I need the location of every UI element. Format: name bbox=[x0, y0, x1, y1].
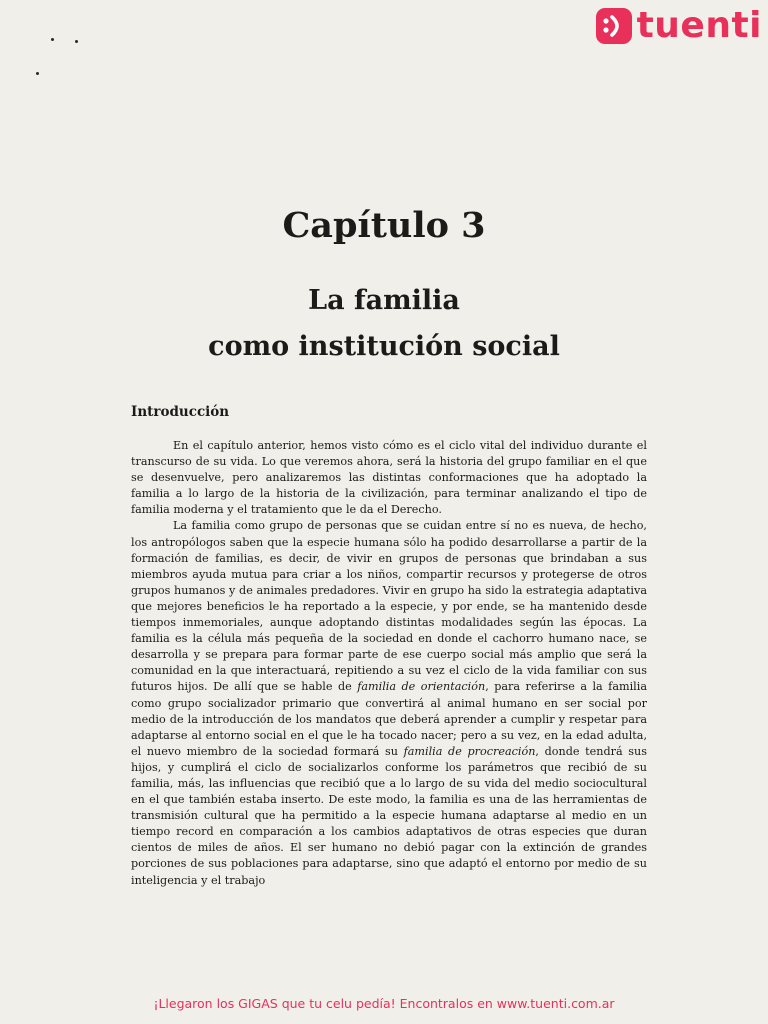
section-heading: Introducción bbox=[131, 404, 230, 420]
paragraph-2-text: , donde tendrá sus hijos, y cumplirá el ciclo de socializarlos conforme los parámetros que recibió de su familia, más, las influencias que recibió que a lo largo de su vida del medio sociocultural en el que también estaba inserto. De este modo, la familia es una de las herramientas de transmisión cultural que ha permitido a la especie humana adaptarse al medio en un tiempo record en comparación a los cambios adaptativos de otras especies que duran cientos de miles de años. El ser humano no debió pagar con la extinción de grandes porciones de sus poblaciones para adaptarse, sino que adaptó el entorno por medio de su inteligencia y el trabajo bbox=[131, 744, 647, 887]
chapter-number: Capítulo 3 bbox=[282, 205, 486, 246]
scan-speck bbox=[36, 72, 39, 75]
footer-ad-link[interactable]: ¡Llegaron los GIGAS que tu celu pedía! Encontralos en www.tuenti.com.ar bbox=[153, 996, 615, 1011]
paragraph-2 bbox=[131, 518, 647, 888]
scan-speck bbox=[75, 40, 78, 43]
tuenti-logo[interactable] bbox=[596, 6, 762, 46]
body-text bbox=[131, 438, 647, 889]
brand-name: tuenti bbox=[636, 5, 762, 46]
scan-speck bbox=[51, 38, 54, 41]
chapter-title bbox=[0, 278, 768, 370]
paragraph-2-text: , para referirse a la familia como grupo socializador primario que convertirá al animal humano en ser social por medio de la introducción de los mandatos que deberá aprender a cumplir y respetar para adaptarse al entorno social en el que le ha tocado nacer; pero a su vez, en la edad adulta, el nuevo miembro de la sociedad formará su bbox=[131, 680, 648, 758]
paragraph-1: En el capítulo anterior, hemos visto cómo es el ciclo vital del individuo durante el transcurso de su vida. Lo que veremos ahora, será la historia del grupo familiar en el que se desenvuelve, pero analizaremos las distintas conformaciones que ha adoptado la familia a lo largo de la historia de la civilización, para terminar analizando el tipo de familia moderna y el tratamiento que le da el Derecho. bbox=[131, 439, 647, 517]
term-familia-de-procreacion: familia de procreación bbox=[403, 744, 536, 758]
term-familia-de-orientacion: familia de orientación bbox=[357, 680, 486, 694]
chapter-title-line-1: La familia bbox=[308, 285, 460, 316]
tuenti-bubble-icon bbox=[596, 8, 632, 44]
chapter-title-line-2: como institución social bbox=[208, 331, 560, 362]
paragraph-2-text: La familia como grupo de personas que se cuidan entre sí no es nueva, de hecho, los antropólogos saben que la especie humana sólo ha podido desarrollarse a partir de la formación de familias, es decir, de vivir en grupos de personas que brindaban a sus miembros ayuda mutua para criar a los niños, compartir recursos y protegerse de otros grupos humanos y de animales predadores. Vivir en grupo ha sido la estrategia adaptativa que mejores beneficios le ha reportado a la especie, y por ende, se ha mantenido desde tiempos inmemoriales, aunque adoptando distintas modalidades según las épocas. La familia es la célula más pequeña de la sociedad en donde el cachorro humano nace, se desarrolla y se prepara para formar parte de ese cuerpo social más amplio que será la comunidad en la que interactuará, repitiendo a su vez el ciclo de la vida familiar con sus futuros hijos. De allí que se hable de bbox=[131, 519, 647, 694]
